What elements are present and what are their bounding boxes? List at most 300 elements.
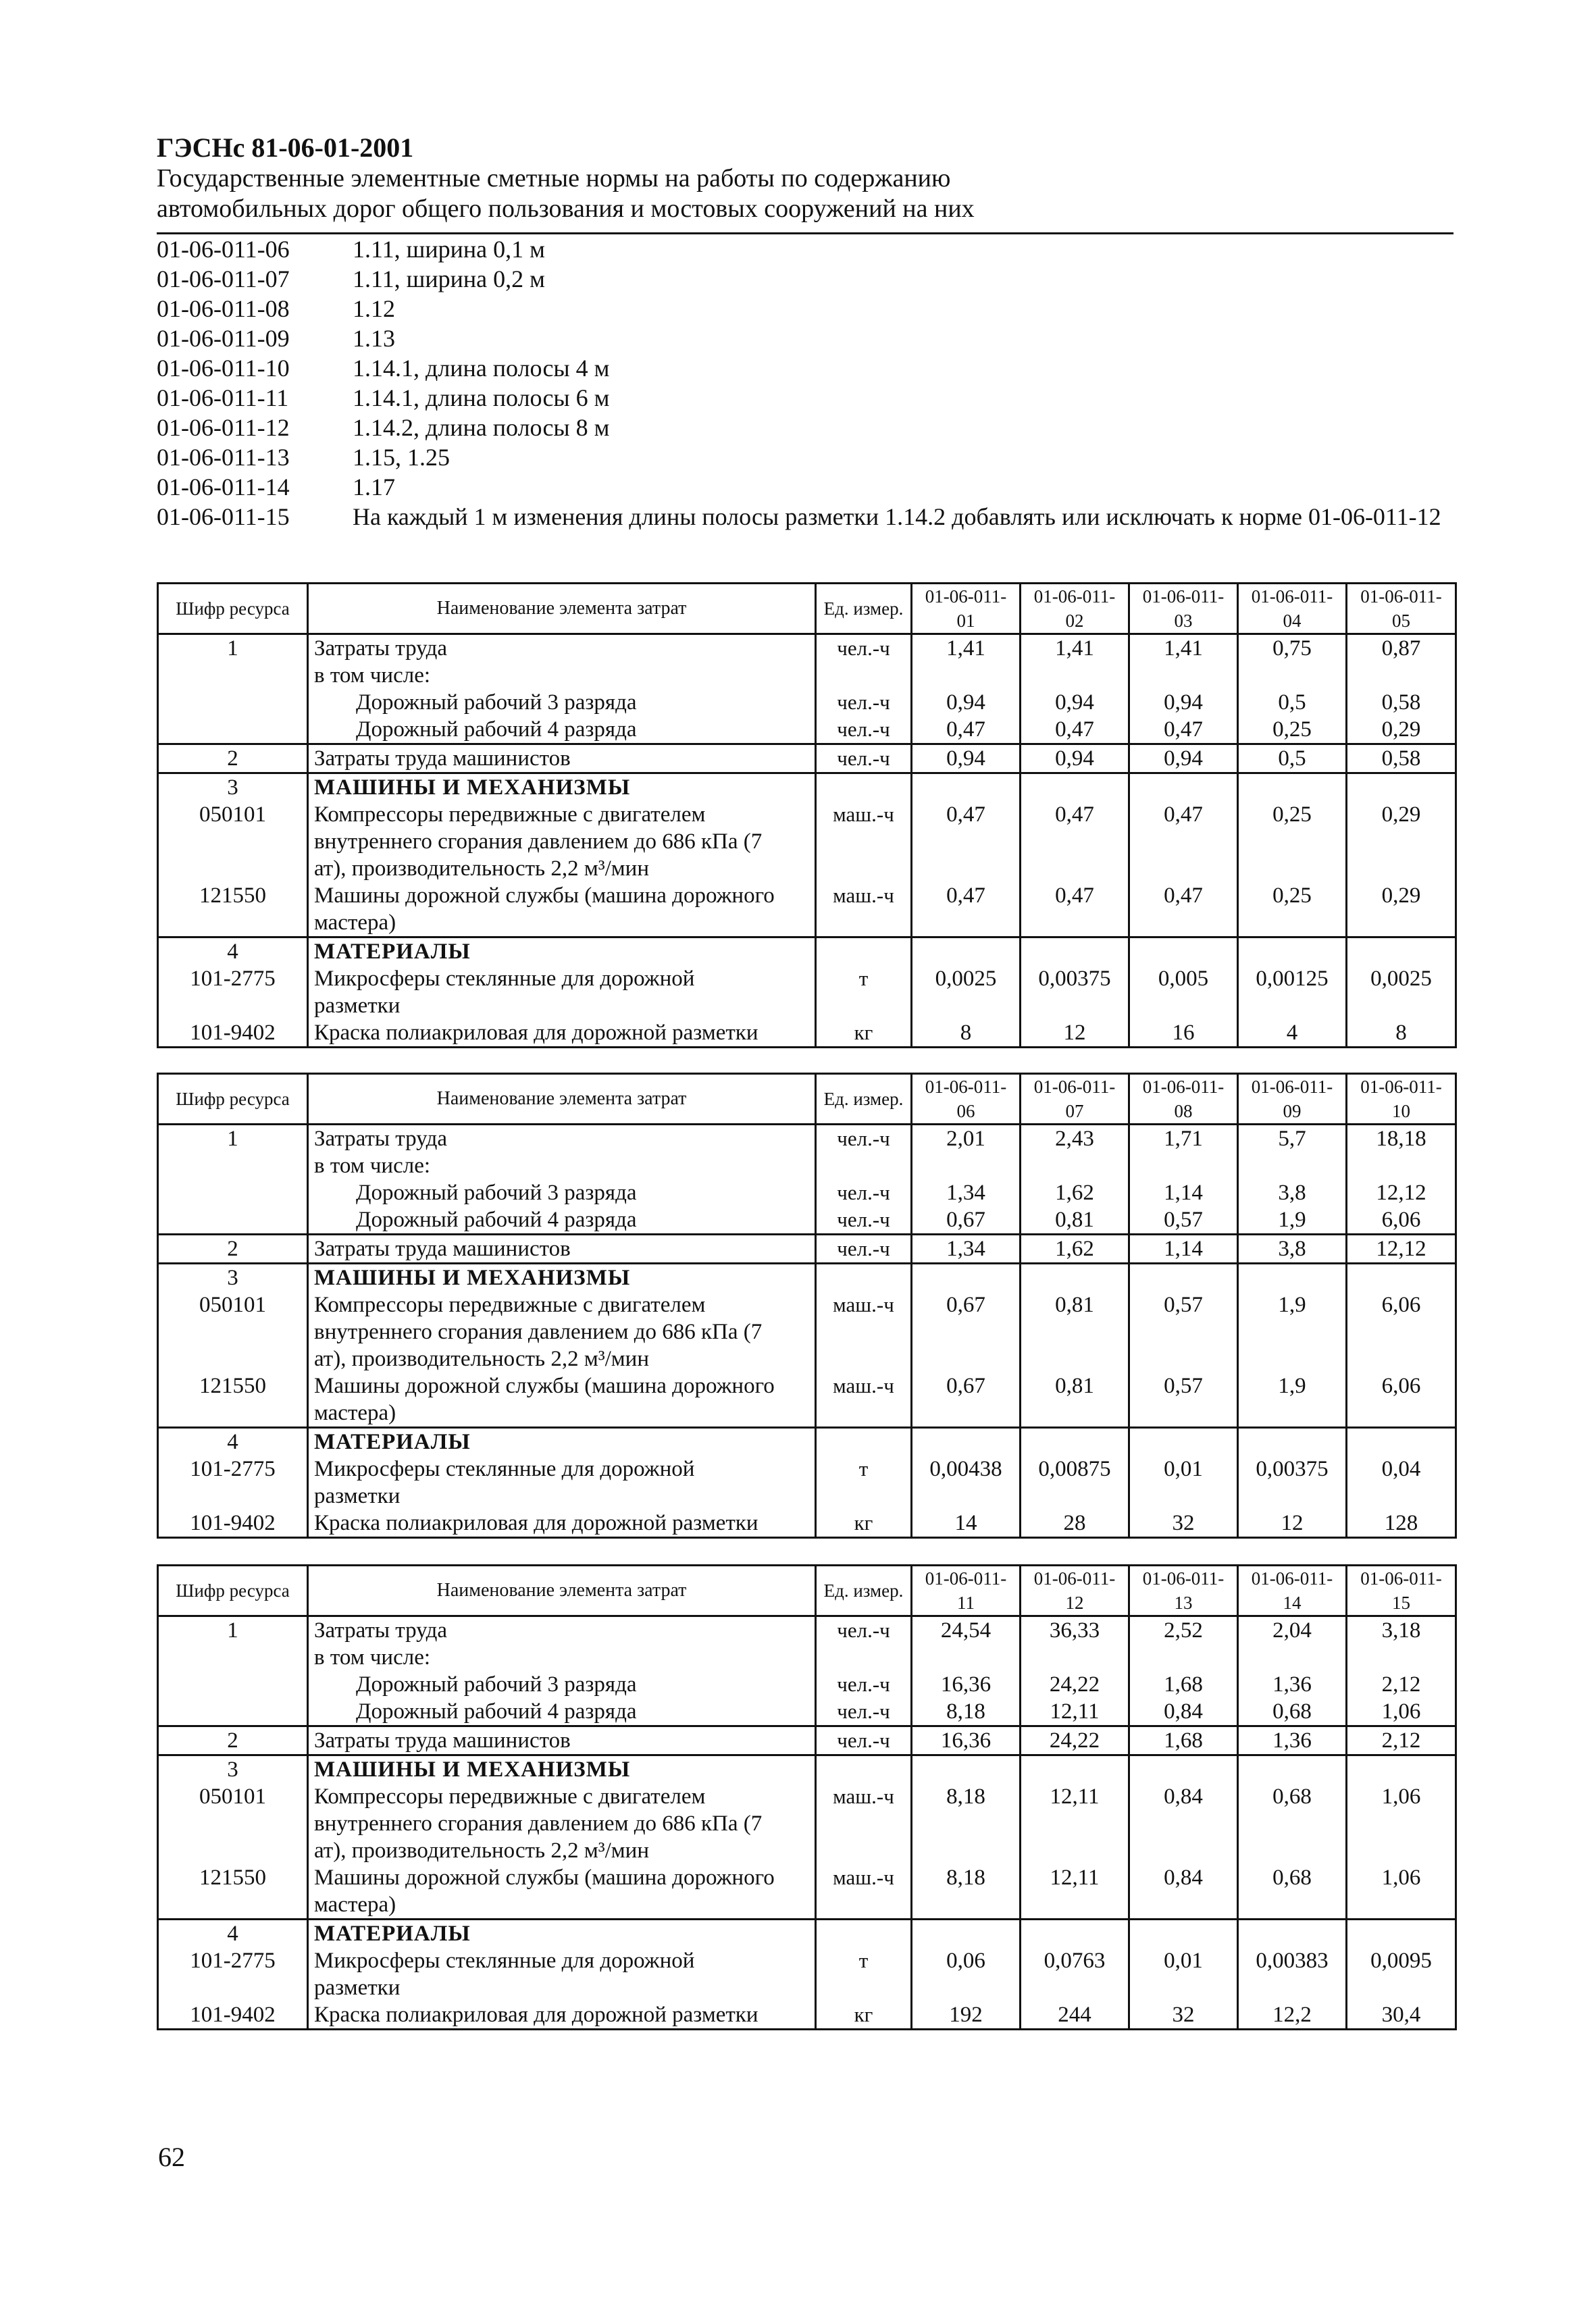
norm-value: 16,36 bbox=[912, 1726, 1021, 1755]
norm-value bbox=[1021, 937, 1129, 966]
norm-value: 244 bbox=[1021, 2001, 1129, 2030]
norm-value: 0,00383 bbox=[1238, 1947, 1347, 2001]
resource-code: 101-2775 bbox=[158, 965, 308, 1019]
norm-value: 0,47 bbox=[912, 716, 1021, 744]
resource-code bbox=[158, 1698, 308, 1726]
unit-of-measure: т bbox=[816, 1456, 912, 1510]
resource-code: 050101 bbox=[158, 1783, 308, 1864]
norm-value bbox=[912, 1755, 1021, 1784]
unit-of-measure: маш.-ч bbox=[816, 1372, 912, 1428]
norm-value: 6,06 bbox=[1347, 1206, 1456, 1235]
norm-value: 16 bbox=[1129, 1019, 1238, 1048]
norm-value: 8,18 bbox=[912, 1864, 1021, 1920]
norm-value: 0,68 bbox=[1238, 1698, 1347, 1726]
resource-code: 121550 bbox=[158, 1864, 308, 1920]
norm-value: 8 bbox=[1347, 1019, 1456, 1048]
norm-value bbox=[1129, 773, 1238, 802]
norm-value: 2,04 bbox=[1238, 1616, 1347, 1672]
norm-value: 24,22 bbox=[1021, 1726, 1129, 1755]
norm-value: 0,57 bbox=[1129, 1206, 1238, 1235]
norm-value: 1,9 bbox=[1238, 1206, 1347, 1235]
norm-value bbox=[1021, 1920, 1129, 1948]
norm-value: 1,41 bbox=[912, 634, 1021, 690]
header-norm-code: 01-06-011-14 bbox=[1238, 1566, 1347, 1616]
code-list-item bbox=[157, 324, 1467, 353]
norm-value: 0,47 bbox=[1021, 882, 1129, 937]
resource-name-line: Компрессоры передвижные с двигателем bbox=[314, 1784, 706, 1809]
resource-code: 3 bbox=[158, 773, 308, 802]
unit-of-measure bbox=[816, 1428, 912, 1456]
resource-name-line: Затраты труда bbox=[314, 1618, 448, 1643]
resource-code bbox=[158, 689, 308, 716]
resource-code: 1 bbox=[158, 634, 308, 690]
header-unit: Ед. измер. bbox=[816, 1074, 912, 1125]
norm-value: 1,14 bbox=[1129, 1235, 1238, 1264]
norm-value: 0,68 bbox=[1238, 1864, 1347, 1920]
norm-value bbox=[912, 937, 1021, 966]
code-list-item bbox=[157, 442, 1467, 472]
resource-name-line: Компрессоры передвижные с двигателем bbox=[314, 802, 706, 827]
norm-value bbox=[1129, 937, 1238, 966]
resource-name bbox=[308, 1291, 816, 1372]
resource-code: 2 bbox=[158, 1726, 308, 1755]
code-list-description: 1.14.2, длина полосы 8 м bbox=[353, 414, 610, 441]
unit-of-measure: маш.-ч bbox=[816, 1291, 912, 1372]
unit-of-measure: чел.-ч bbox=[816, 1671, 912, 1698]
row-worker-3 bbox=[158, 1179, 1456, 1206]
resource-name bbox=[308, 801, 816, 882]
resource-code: 050101 bbox=[158, 801, 308, 882]
norm-value: 0,94 bbox=[912, 689, 1021, 716]
resource-name bbox=[308, 773, 816, 802]
norm-value: 3,8 bbox=[1238, 1235, 1347, 1264]
resource-name bbox=[308, 1428, 816, 1456]
resource-code: 121550 bbox=[158, 1372, 308, 1428]
norm-value: 16,36 bbox=[912, 1671, 1021, 1698]
header-norm-code: 01-06-011-10 bbox=[1347, 1074, 1456, 1125]
row-worker-3 bbox=[158, 1671, 1456, 1698]
resource-name-line: Затраты труда bbox=[314, 636, 448, 661]
norm-value: 0,81 bbox=[1021, 1291, 1129, 1372]
header-norm-code: 01-06-011-03 bbox=[1129, 584, 1238, 634]
norm-value bbox=[1347, 1428, 1456, 1456]
norm-value: 0,81 bbox=[1021, 1206, 1129, 1235]
norm-value: 2,01 bbox=[912, 1125, 1021, 1180]
unit-of-measure: маш.-ч bbox=[816, 1864, 912, 1920]
resource-code bbox=[158, 1206, 308, 1235]
resource-name-line: в том числе: bbox=[314, 1154, 431, 1178]
norm-value: 0,47 bbox=[912, 882, 1021, 937]
resource-name bbox=[308, 937, 816, 966]
norm-value: 0,00875 bbox=[1021, 1456, 1129, 1510]
resource-name-line: Затраты труда bbox=[314, 1127, 448, 1151]
norm-value: 30,4 bbox=[1347, 2001, 1456, 2030]
resource-name bbox=[308, 1783, 816, 1864]
section-heading: МАШИНЫ И МЕХАНИЗМЫ bbox=[314, 1266, 631, 1290]
resource-code: 3 bbox=[158, 1264, 308, 1292]
resource-name bbox=[308, 1947, 816, 2001]
page-number: 62 bbox=[158, 2142, 185, 2172]
norm-value: 1,68 bbox=[1129, 1671, 1238, 1698]
unit-of-measure: кг bbox=[816, 1019, 912, 1048]
resource-name bbox=[308, 965, 816, 1019]
norm-value: 0,0025 bbox=[1347, 965, 1456, 1019]
resource-name bbox=[308, 2001, 816, 2030]
code-list-code: 01-06-011-09 bbox=[157, 325, 290, 352]
norm-value: 1,06 bbox=[1347, 1783, 1456, 1864]
norm-value: 2,12 bbox=[1347, 1671, 1456, 1698]
header-norm-code: 01-06-011-09 bbox=[1238, 1074, 1347, 1125]
norm-value: 1,06 bbox=[1347, 1864, 1456, 1920]
norm-value: 3,18 bbox=[1347, 1616, 1456, 1672]
resource-name-line: Микросферы стеклянные для дорожной bbox=[314, 967, 695, 991]
resource-name-line: Затраты труда машинистов bbox=[314, 1237, 571, 1261]
norm-value: 2,12 bbox=[1347, 1726, 1456, 1755]
norm-value bbox=[912, 1920, 1021, 1948]
resource-name-line: разметки bbox=[314, 1484, 401, 1508]
row-compressor bbox=[158, 1291, 1456, 1372]
norm-value: 8,18 bbox=[912, 1783, 1021, 1864]
resource-name-line: Микросферы стеклянные для дорожной bbox=[314, 1457, 695, 1481]
norm-value: 0,01 bbox=[1129, 1947, 1238, 2001]
norm-value: 12,11 bbox=[1021, 1864, 1129, 1920]
resource-name bbox=[308, 1726, 816, 1755]
unit-of-measure: т bbox=[816, 1947, 912, 2001]
code-list-item bbox=[157, 353, 1467, 383]
norm-value bbox=[1238, 1920, 1347, 1948]
norm-value bbox=[1238, 1755, 1347, 1784]
header-norm-code: 01-06-011-04 bbox=[1238, 584, 1347, 634]
norm-value: 0,04 bbox=[1347, 1456, 1456, 1510]
norm-value: 12,12 bbox=[1347, 1235, 1456, 1264]
document-header bbox=[157, 132, 1453, 224]
norm-value: 12,11 bbox=[1021, 1783, 1129, 1864]
norm-value: 0,29 bbox=[1347, 801, 1456, 882]
code-list-item bbox=[157, 502, 1467, 532]
code-list-code: 01-06-011-12 bbox=[157, 414, 290, 441]
row-worker-4 bbox=[158, 1698, 1456, 1726]
resource-name-line: Компрессоры передвижные с двигателем bbox=[314, 1293, 706, 1317]
resource-code: 050101 bbox=[158, 1291, 308, 1372]
resource-name bbox=[308, 716, 816, 744]
row-labor bbox=[158, 634, 1456, 690]
norm-value bbox=[1129, 1428, 1238, 1456]
resource-name bbox=[308, 1510, 816, 1538]
row-machinist-labor bbox=[158, 1235, 1456, 1264]
norm-value bbox=[1347, 1920, 1456, 1948]
norm-value: 0,68 bbox=[1238, 1783, 1347, 1864]
section-heading: МАТЕРИАЛЫ bbox=[314, 940, 471, 964]
resource-norms-table bbox=[157, 1564, 1457, 2030]
resource-name bbox=[308, 1235, 816, 1264]
row-microspheres bbox=[158, 965, 1456, 1019]
header-norm-code: 01-06-011-02 bbox=[1021, 584, 1129, 634]
row-worker-3 bbox=[158, 689, 1456, 716]
norm-value: 0,58 bbox=[1347, 744, 1456, 773]
norm-value: 0,005 bbox=[1129, 965, 1238, 1019]
row-labor bbox=[158, 1125, 1456, 1180]
section-heading: МАТЕРИАЛЫ bbox=[314, 1922, 471, 1946]
norm-value: 0,84 bbox=[1129, 1783, 1238, 1864]
norm-value: 0,25 bbox=[1238, 801, 1347, 882]
resource-name bbox=[308, 1125, 816, 1180]
norm-value: 0,47 bbox=[912, 801, 1021, 882]
code-list-item bbox=[157, 413, 1467, 442]
norm-value: 0,94 bbox=[912, 744, 1021, 773]
norm-value: 128 bbox=[1347, 1510, 1456, 1538]
header-code: Шифр ресурса bbox=[158, 1566, 308, 1616]
unit-of-measure bbox=[816, 773, 912, 802]
row-materials-section bbox=[158, 937, 1456, 966]
norm-value: 18,18 bbox=[1347, 1125, 1456, 1180]
norm-value: 6,06 bbox=[1347, 1291, 1456, 1372]
norm-value bbox=[1238, 937, 1347, 966]
unit-of-measure: т bbox=[816, 965, 912, 1019]
resource-name bbox=[308, 744, 816, 773]
norm-value: 0,00375 bbox=[1238, 1456, 1347, 1510]
resource-name-line: Микросферы стеклянные для дорожной bbox=[314, 1949, 695, 1973]
norm-value: 1,9 bbox=[1238, 1291, 1347, 1372]
code-list-description: На каждый 1 м изменения длины полосы разметки 1.14.2 добавлять или исключать к норме 01-06-011-12 bbox=[353, 503, 1441, 530]
norm-value: 1,41 bbox=[1021, 634, 1129, 690]
norm-value bbox=[1238, 773, 1347, 802]
resource-name bbox=[308, 634, 816, 690]
section-heading: МАТЕРИАЛЫ bbox=[314, 1430, 471, 1454]
resource-name-line: Машины дорожной службы (машина дорожного bbox=[314, 1374, 775, 1398]
row-machines-section bbox=[158, 1755, 1456, 1784]
norm-value bbox=[1021, 1264, 1129, 1292]
resource-code: 4 bbox=[158, 1428, 308, 1456]
row-microspheres bbox=[158, 1456, 1456, 1510]
code-list-item bbox=[157, 472, 1467, 502]
norm-value: 0,47 bbox=[1021, 716, 1129, 744]
resource-name-line: разметки bbox=[314, 1976, 401, 2000]
resource-name-line: Машины дорожной службы (машина дорожного bbox=[314, 1866, 775, 1890]
resource-name bbox=[308, 882, 816, 937]
unit-of-measure bbox=[816, 937, 912, 966]
norm-value: 3,8 bbox=[1238, 1179, 1347, 1206]
norm-value bbox=[1129, 1920, 1238, 1948]
norm-value: 0,84 bbox=[1129, 1698, 1238, 1726]
norm-value bbox=[912, 1264, 1021, 1292]
resource-name bbox=[308, 1019, 816, 1048]
resource-name-line: мастера) bbox=[314, 1401, 396, 1425]
norm-value bbox=[912, 1428, 1021, 1456]
resource-name-line: Затраты труда машинистов bbox=[314, 1728, 571, 1753]
norm-value: 0,29 bbox=[1347, 882, 1456, 937]
norm-value: 0,5 bbox=[1238, 744, 1347, 773]
resource-name-line: Дорожный рабочий 4 разряда bbox=[356, 1208, 637, 1232]
resource-name-line: Краска полиакриловая для дорожной разметки bbox=[314, 2003, 758, 2027]
resource-name bbox=[308, 1616, 816, 1672]
unit-of-measure: чел.-ч bbox=[816, 716, 912, 744]
norm-value: 14 bbox=[912, 1510, 1021, 1538]
resource-name-line: Дорожный рабочий 4 разряда bbox=[356, 1699, 637, 1724]
row-labor bbox=[158, 1616, 1456, 1672]
norm-value: 0,67 bbox=[912, 1206, 1021, 1235]
resource-code: 121550 bbox=[158, 882, 308, 937]
norm-value: 0,94 bbox=[1129, 689, 1238, 716]
norm-value bbox=[1347, 937, 1456, 966]
norm-value: 0,01 bbox=[1129, 1456, 1238, 1510]
resource-name-line: Краска полиакриловая для дорожной разметки bbox=[314, 1511, 758, 1535]
resource-code: 101-9402 bbox=[158, 1510, 308, 1538]
resource-name bbox=[308, 1206, 816, 1235]
header-norm-code: 01-06-011-06 bbox=[912, 1074, 1021, 1125]
norm-value: 12,11 bbox=[1021, 1698, 1129, 1726]
norm-value: 1,71 bbox=[1129, 1125, 1238, 1180]
unit-of-measure: маш.-ч bbox=[816, 801, 912, 882]
norm-value: 12,2 bbox=[1238, 2001, 1347, 2030]
norm-value: 1,62 bbox=[1021, 1235, 1129, 1264]
resource-code: 101-9402 bbox=[158, 1019, 308, 1048]
header-norm-code: 01-06-011-08 bbox=[1129, 1074, 1238, 1125]
norm-value: 1,36 bbox=[1238, 1726, 1347, 1755]
unit-of-measure: чел.-ч bbox=[816, 1125, 912, 1180]
header-code: Шифр ресурса bbox=[158, 1074, 308, 1125]
row-machines-section bbox=[158, 1264, 1456, 1292]
unit-of-measure bbox=[816, 1755, 912, 1784]
norm-value: 0,75 bbox=[1238, 634, 1347, 690]
norm-value: 12 bbox=[1021, 1019, 1129, 1048]
norm-value: 5,7 bbox=[1238, 1125, 1347, 1180]
resource-norms-table bbox=[157, 1073, 1457, 1539]
norm-value: 0,84 bbox=[1129, 1864, 1238, 1920]
norm-value: 0,47 bbox=[1129, 801, 1238, 882]
resource-code: 1 bbox=[158, 1125, 308, 1180]
norm-value: 2,52 bbox=[1129, 1616, 1238, 1672]
norm-value: 1,34 bbox=[912, 1235, 1021, 1264]
norm-code-list bbox=[157, 234, 1467, 532]
unit-of-measure bbox=[816, 1264, 912, 1292]
norm-value bbox=[1238, 1428, 1347, 1456]
resource-name bbox=[308, 1698, 816, 1726]
table-header-row bbox=[158, 1074, 1456, 1125]
norm-value: 6,06 bbox=[1347, 1372, 1456, 1428]
norm-value: 1,9 bbox=[1238, 1372, 1347, 1428]
norm-value bbox=[1021, 1428, 1129, 1456]
row-road-machine bbox=[158, 882, 1456, 937]
norm-value: 0,25 bbox=[1238, 716, 1347, 744]
unit-of-measure: чел.-ч bbox=[816, 1179, 912, 1206]
norm-value: 0,47 bbox=[1129, 882, 1238, 937]
norm-value bbox=[1347, 1264, 1456, 1292]
section-heading: МАШИНЫ И МЕХАНИЗМЫ bbox=[314, 775, 631, 800]
code-list-code: 01-06-011-07 bbox=[157, 265, 290, 292]
code-list-description: 1.17 bbox=[353, 473, 395, 500]
resource-name-line: Дорожный рабочий 4 разряда bbox=[356, 717, 637, 742]
header-norm-code: 01-06-011-07 bbox=[1021, 1074, 1129, 1125]
code-list-code: 01-06-011-13 bbox=[157, 444, 290, 471]
norm-value: 0,06 bbox=[912, 1947, 1021, 2001]
norm-value: 1,14 bbox=[1129, 1179, 1238, 1206]
table-header-row bbox=[158, 584, 1456, 634]
norm-value bbox=[912, 773, 1021, 802]
code-list-item bbox=[157, 383, 1467, 413]
norm-value: 0,25 bbox=[1238, 882, 1347, 937]
resource-name-line: Дорожный рабочий 3 разряда bbox=[356, 1181, 637, 1205]
header-code: Шифр ресурса bbox=[158, 584, 308, 634]
norm-value: 0,57 bbox=[1129, 1291, 1238, 1372]
code-list-code: 01-06-011-06 bbox=[157, 236, 290, 263]
norm-value: 24,54 bbox=[912, 1616, 1021, 1672]
norm-value: 2,43 bbox=[1021, 1125, 1129, 1180]
norm-value: 0,00375 bbox=[1021, 965, 1129, 1019]
header-norm-code: 01-06-011-15 bbox=[1347, 1566, 1456, 1616]
norm-value bbox=[1347, 773, 1456, 802]
document-subtitle-line-2: автомобильных дорог общего пользования и мостовых сооружений на них bbox=[157, 195, 975, 223]
code-list-description: 1.14.1, длина полосы 4 м bbox=[353, 355, 610, 382]
row-road-machine bbox=[158, 1864, 1456, 1920]
norm-value: 0,57 bbox=[1129, 1372, 1238, 1428]
row-materials-section bbox=[158, 1920, 1456, 1948]
norm-value: 0,94 bbox=[1129, 744, 1238, 773]
norm-value: 0,0095 bbox=[1347, 1947, 1456, 2001]
header-norm-code: 01-06-011-01 bbox=[912, 584, 1021, 634]
norm-value bbox=[1347, 1755, 1456, 1784]
row-paint bbox=[158, 1019, 1456, 1048]
unit-of-measure: кг bbox=[816, 1510, 912, 1538]
header-unit: Ед. измер. bbox=[816, 584, 912, 634]
code-list-code: 01-06-011-08 bbox=[157, 295, 290, 322]
code-list-description: 1.14.1, длина полосы 6 м bbox=[353, 384, 610, 411]
norm-value: 0,0763 bbox=[1021, 1947, 1129, 2001]
resource-code: 2 bbox=[158, 744, 308, 773]
norm-value: 0,5 bbox=[1238, 689, 1347, 716]
resource-name bbox=[308, 1372, 816, 1428]
header-norm-code: 01-06-011-12 bbox=[1021, 1566, 1129, 1616]
resource-name-line: в том числе: bbox=[314, 663, 431, 688]
row-microspheres bbox=[158, 1947, 1456, 2001]
norm-value: 1,68 bbox=[1129, 1726, 1238, 1755]
norm-value: 0,00438 bbox=[912, 1456, 1021, 1510]
section-heading: МАШИНЫ И МЕХАНИЗМЫ bbox=[314, 1757, 631, 1782]
row-paint bbox=[158, 2001, 1456, 2030]
resource-name-line: Краска полиакриловая для дорожной разметки bbox=[314, 1021, 758, 1045]
norm-value: 0,94 bbox=[1021, 744, 1129, 773]
row-machines-section bbox=[158, 773, 1456, 802]
unit-of-measure: маш.-ч bbox=[816, 1783, 912, 1864]
unit-of-measure: чел.-ч bbox=[816, 1698, 912, 1726]
norm-value: 36,33 bbox=[1021, 1616, 1129, 1672]
resource-code: 2 bbox=[158, 1235, 308, 1264]
resource-name-line: Дорожный рабочий 3 разряда bbox=[356, 1672, 637, 1697]
norm-value: 0,81 bbox=[1021, 1372, 1129, 1428]
code-list-description: 1.13 bbox=[353, 325, 395, 352]
header-norm-code: 01-06-011-13 bbox=[1129, 1566, 1238, 1616]
norm-value: 1,36 bbox=[1238, 1671, 1347, 1698]
unit-of-measure: чел.-ч bbox=[816, 689, 912, 716]
resource-code bbox=[158, 716, 308, 744]
norm-value bbox=[1129, 1264, 1238, 1292]
resource-code: 3 bbox=[158, 1755, 308, 1784]
norm-value: 12,12 bbox=[1347, 1179, 1456, 1206]
resource-name-line: в том числе: bbox=[314, 1645, 431, 1670]
norm-value: 4 bbox=[1238, 1019, 1347, 1048]
norm-value bbox=[1129, 1755, 1238, 1784]
norm-value: 12 bbox=[1238, 1510, 1347, 1538]
norm-value: 0,00125 bbox=[1238, 965, 1347, 1019]
code-list-item bbox=[157, 264, 1467, 294]
resource-name-line: внутреннего сгорания давлением до 686 кПа (7 bbox=[314, 829, 763, 854]
header-norm-code: 01-06-011-05 bbox=[1347, 584, 1456, 634]
norm-value: 28 bbox=[1021, 1510, 1129, 1538]
norm-value: 24,22 bbox=[1021, 1671, 1129, 1698]
resource-name-line: разметки bbox=[314, 994, 401, 1018]
row-compressor bbox=[158, 1783, 1456, 1864]
unit-of-measure bbox=[816, 1920, 912, 1948]
unit-of-measure: чел.-ч bbox=[816, 1616, 912, 1672]
